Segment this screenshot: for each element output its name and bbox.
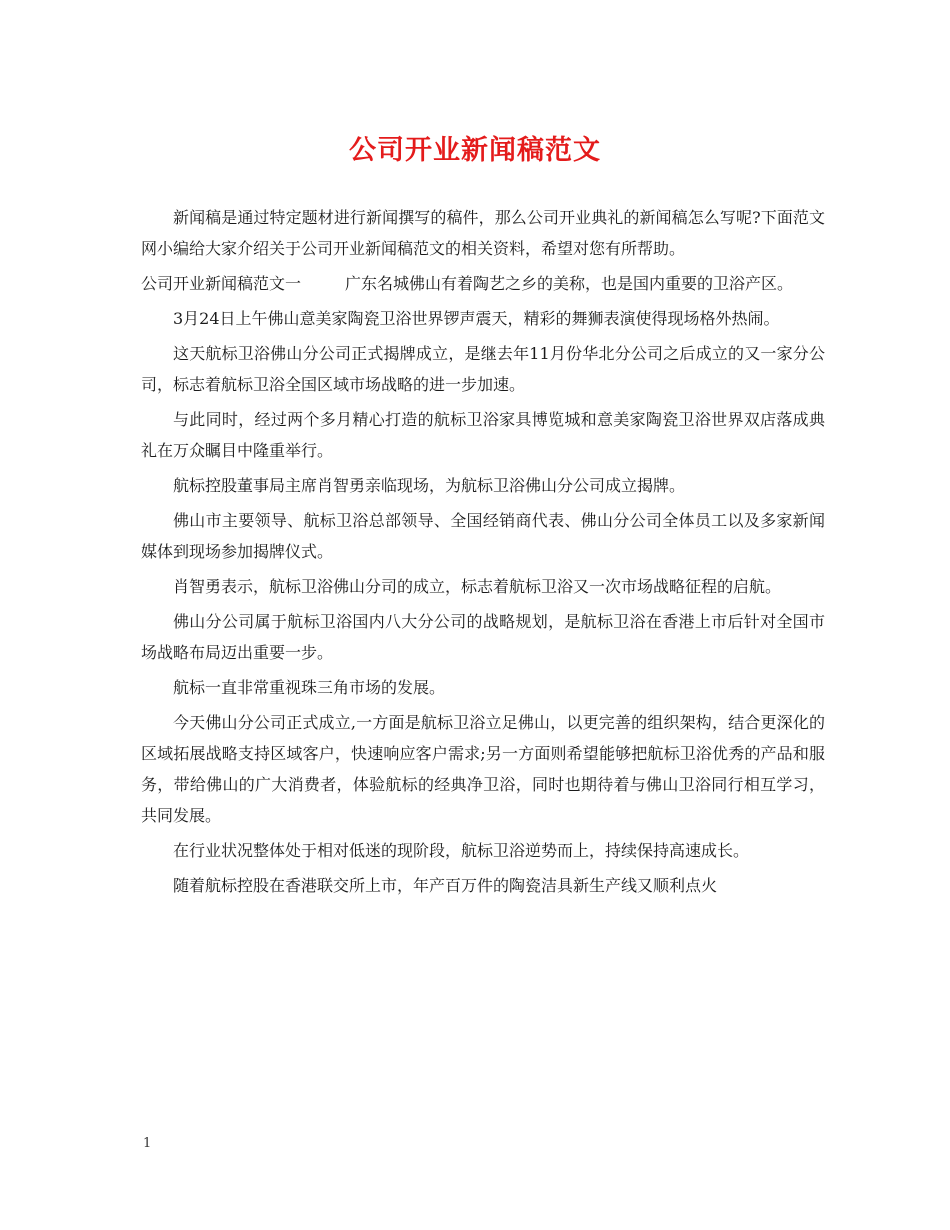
body-paragraph: 3月24日上午佛山意美家陶瓷卫浴世界锣声震天，精彩的舞狮表演使得现场格外热闹。 [173,309,780,328]
section-first-sentence: 广东名城佛山有着陶艺之乡的美称，也是国内重要的卫浴产区。 [345,274,794,293]
body-paragraph: 航标控股董事局主席肖智勇亲临现场，为航标卫浴佛山分公司成立揭牌。 [173,476,686,495]
section-paragraph [141,268,825,299]
body-paragraph: 今天佛山分公司正式成立,一方面是航标卫浴立足佛山，以更完善的组织架构，结合更深化的区域拓展战略支持区域客户，快速响应客户需求;另一方面则希望能够把航标卫浴优秀的产品和服务，带给佛山的广大消费者，体验航标的经典净卫浴，同时也期待着与佛山卫浴同行相互学习，共同发展。 [141,713,825,825]
body-paragraph: 在行业状况整体处于相对低迷的现阶段，航标卫浴逆势而上，持续保持高速成长。 [173,841,750,860]
page-title: 公司开业新闻稿范文 [349,135,601,166]
document-body [141,202,825,905]
section-label: 公司开业新闻稿范文一 [141,274,302,293]
intro-paragraph: 新闻稿是通过特定题材进行新闻撰写的稿件，那么公司开业典礼的新闻稿怎么写呢?下面范文网小编给大家介绍关于公司开业新闻稿范文的相关资料，希望对您有所帮助。 [141,208,825,258]
body-paragraph: 佛山市主要领导、航标卫浴总部领导、全国经销商代表、佛山分公司全体员工以及多家新闻媒体到现场参加揭牌仪式。 [141,511,825,561]
body-paragraph: 航标一直非常重视珠三角市场的发展。 [173,678,446,697]
body-paragraph: 这天航标卫浴佛山分公司正式揭牌成立，是继去年11月份华北分公司之后成立的又一家分公司，标志着航标卫浴全国区域市场战略的进一步加速。 [141,344,825,394]
body-paragraph: 佛山分公司属于航标卫浴国内八大分公司的战略规划，是航标卫浴在香港上市后针对全国市场战略布局迈出重要一步。 [141,612,825,662]
body-paragraph: 肖智勇表示，航标卫浴佛山分司的成立，标志着航标卫浴又一次市场战略征程的启航。 [173,577,782,596]
body-paragraph: 与此同时，经过两个多月精心打造的航标卫浴家具博览城和意美家陶瓷卫浴世界双店落成典礼在万众瞩目中隆重举行。 [141,410,825,460]
body-paragraph: 随着航标控股在香港联交所上市，年产百万件的陶瓷洁具新生产线又顺利点火 [173,876,718,895]
page-number: 1 [143,1136,152,1151]
